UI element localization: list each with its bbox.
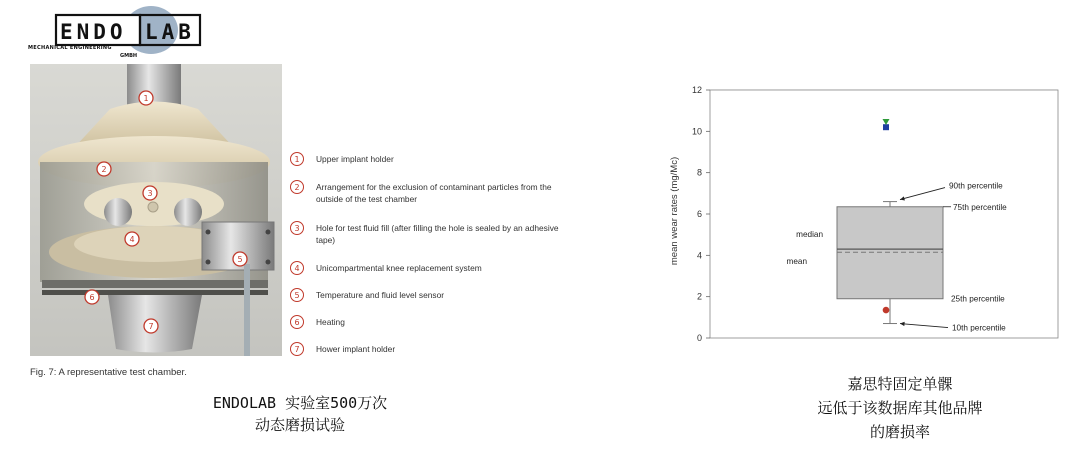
svg-text:6: 6 [89,293,95,302]
logo-gmbh: GMBH [120,53,138,59]
legend-text: Heating [316,317,345,327]
annotation-median: median [796,230,823,240]
logo-endo-text: ENDO [60,20,127,44]
photo-marker-2 [97,162,111,176]
left-note-line-1: ENDOLAB 实验室500万次 [212,394,388,412]
photo-marker-4 [125,232,139,246]
legend-number-badge: 6 [290,315,304,329]
outlier-point [883,307,890,314]
endolab-test-note [170,392,430,436]
test-chamber-photo [30,64,282,356]
legend-number-badge: 7 [290,342,304,356]
y-tick-label: 4 [696,250,702,261]
right-note-line-3: 的磨损率 [869,423,930,441]
photo-marker-3 [143,186,157,200]
svg-text:1: 1 [143,94,149,103]
wear-rate-note [760,372,1040,444]
photo-marker-5 [233,252,247,266]
right-note-line-2: 远低于该数据库其他品牌 [817,399,983,417]
right-note-line-1: 嘉思特固定单髁 [847,375,953,393]
y-tick-label: 12 [691,85,702,95]
svg-text:3: 3 [147,189,153,198]
annotation-p90: 90th percentile [949,181,1003,191]
figure-caption: Fig. 7: A representative test chamber. [30,367,187,378]
svg-text:2: 2 [101,165,107,174]
endolab-logo [26,2,206,64]
legend-text: Temperature and fluid level sensor [316,290,445,300]
left-note-line-2: 动态磨损试验 [254,416,345,434]
legend-text: Hower implant holder [316,344,396,354]
annotation-p10: 10th percentile [952,323,1006,333]
interquartile-box [837,207,943,299]
svg-text:5: 5 [237,255,243,264]
legend-number-badge: 3 [290,221,304,235]
annotation-p75: 75th percentile [953,202,1007,212]
legend-text: Hole for test fluid fill (after filling the hole is sealed by an adhesive tape) [316,223,559,245]
y-tick-label: 0 [696,333,702,343]
svg-text:4: 4 [129,235,135,244]
photo-marker-6 [85,290,99,304]
legend-number-badge: 5 [290,288,304,302]
legend-number-badge: 2 [290,180,304,194]
legend-number-badge: 1 [290,152,304,166]
y-tick-label: 10 [691,126,702,137]
svg-text:7: 7 [148,322,154,331]
annotation-p25: 25th percentile [951,294,1005,304]
wear-rate-box-plot [660,76,1070,346]
annotation-mean: mean [786,257,807,267]
y-axis-label: mean wear rates (mg/Mc) [669,156,680,266]
y-tick-label: 2 [696,291,702,302]
outlier-point [883,124,889,130]
legend-text: Unicompartmental knee replacement system [316,263,482,273]
legend-number-badge: 4 [290,261,304,275]
photo-marker-7 [144,319,158,333]
y-tick-label: 6 [696,209,702,219]
legend-text: Arrangement for the exclusion of contaminant particles from the outside of the test chamber [316,182,552,204]
legend-text: Upper implant holder [316,154,394,164]
logo-subtitle: MECHANICAL ENGINEERING [28,45,112,51]
y-tick-label: 8 [696,167,702,178]
photo-marker-1 [139,91,153,105]
logo-lab-text: LAB [145,20,195,44]
